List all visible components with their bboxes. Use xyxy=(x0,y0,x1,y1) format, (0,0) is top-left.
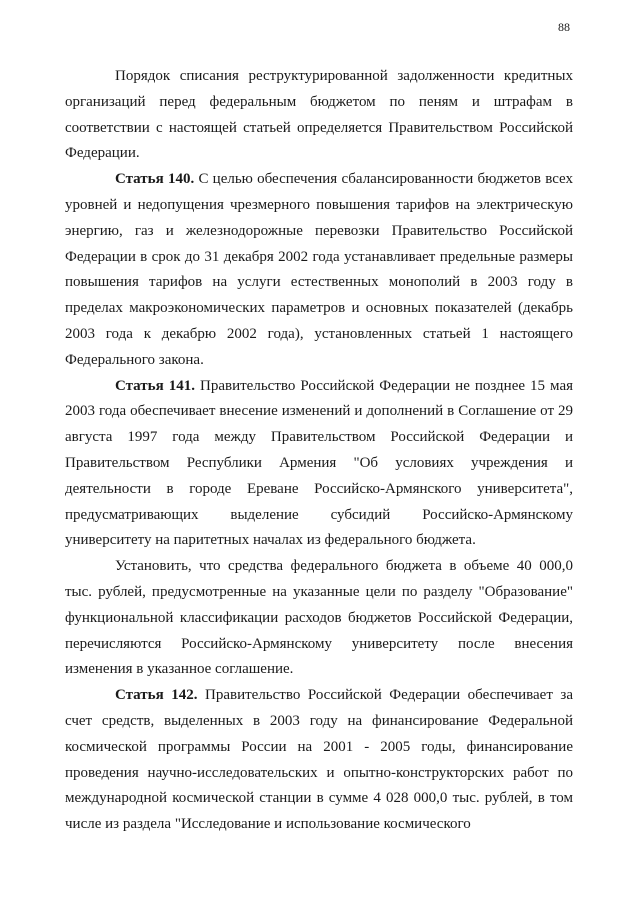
paragraph-write-off-procedure xyxy=(65,64,573,167)
article-label: Статья 141. xyxy=(115,377,195,394)
paragraph-article-140 xyxy=(65,167,573,373)
paragraph-text: Установить, что средства федерального бюджета в объеме 40 000,0 тыс. рублей, предусмотренные на указанные цели по разделу "Образование" функциональной классификации расходов бюджетов Российской Федерации, перечисляются Российско-Армянскому университету после внесения изменения в указанное соглашение. xyxy=(65,558,573,678)
document-body xyxy=(65,64,573,838)
paragraph-text: Правительство Российской Федерации обеспечивает за счет средств, выделенных в 2003 году на финансирование Федеральной космической программы России на 2001 - 2005 годы, финансирование проведения научно-исследовательских и опытно-конструкторских работ по международной космической станции в сумме 4 028 000,0 тыс. рублей, в том числе из раздела "Исследование и использование космического xyxy=(65,687,573,833)
paragraph-article-142 xyxy=(65,683,573,838)
paragraph-text: Правительство Российской Федерации не позднее 15 мая 2003 года обеспечивает внесение изменений и дополнений в Соглашение от 29 августа 1997 года между Правительством Российской Федерации и Правительством Республики Армения "Об условиях учреждения и деятельности в городе Ереване Российско-Армянского университета", предусматривающих выделение субсидий Российско-Армянскому университету на паритетных началах из федерального бюджета. xyxy=(65,377,574,549)
paragraph-text: Порядок списания реструктурированной задолженности кредитных организаций перед федеральным бюджетом по пеням и штрафам в соответствии с настоящей статьей определяется Правительством Российской Федерации. xyxy=(65,68,573,162)
paragraph-article-141 xyxy=(65,374,573,555)
article-label: Статья 142. xyxy=(115,687,198,704)
paragraph-text: С целью обеспечения сбалансированности бюджетов всех уровней и недопущения чрезмерного повышения тарифов на электрическую энергию, газ и железнодорожные перевозки Правительство Российской Федерации в срок до 31 декабря 2002 года устанавливает предельные размеры повышения тарифов на услуги естественных монополий в 2003 году в пределах макроэкономических параметров и основных показателей (декабрь 2003 года к декабрю 2002 года), установленных статьей 1 настоящего Федерального закона. xyxy=(65,171,573,368)
page-number: 88 xyxy=(558,20,570,34)
article-label: Статья 140. xyxy=(115,171,195,188)
paragraph-funds-establishment xyxy=(65,554,573,683)
